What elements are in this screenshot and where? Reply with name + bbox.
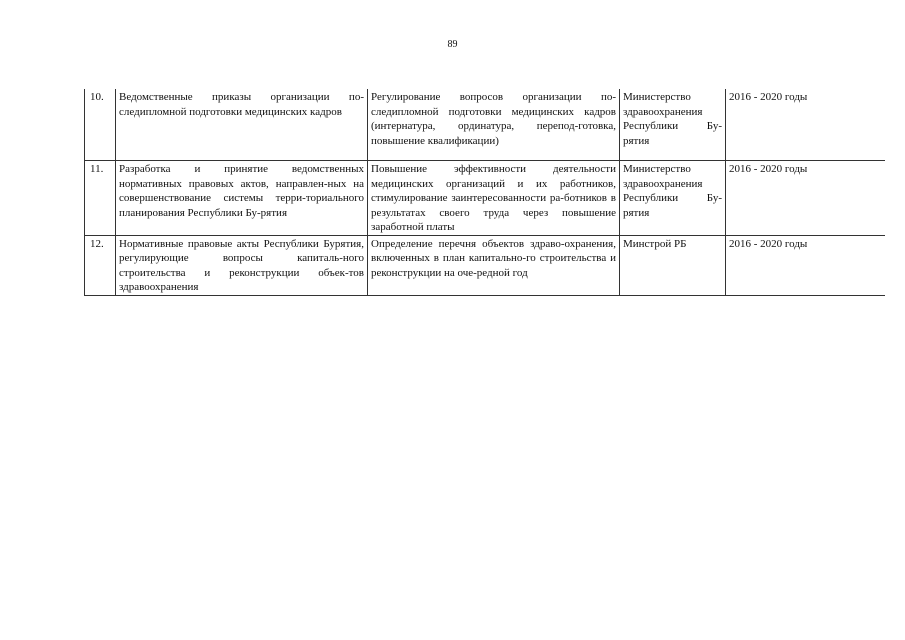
measure-cell: Ведомственные приказы организации по-следипломной подготовки медицинских кадров [116, 89, 368, 161]
years-cell: 2016 - 2020 годы [726, 161, 885, 236]
row-number: 12. [85, 235, 116, 295]
years-cell: 2016 - 2020 годы [726, 89, 885, 161]
measure-cell: Нормативные правовые акты Республики Бурятия, регулирующие вопросы капиталь-ного строительства и реконструкции объек-тов здравоохранения [116, 235, 368, 295]
result-cell: Регулирование вопросов организации по-следипломной подготовки медицинских кадров (интернатура, ординатура, перепод-готовка, повышение квалификации) [368, 89, 620, 161]
measures-table [84, 89, 885, 296]
row-number: 10. [85, 89, 116, 161]
years-cell: 2016 - 2020 годы [726, 235, 885, 295]
table-row [85, 89, 885, 161]
row-number: 11. [85, 161, 116, 236]
executor-cell: Министерство здравоохранения Республики Бу-рятия [620, 161, 726, 236]
result-cell: Повышение эффективности деятельности медицинских организаций и их работников, стимулирование заинтересованности ра-ботников в результатах своего труда через повышение заработной платы [368, 161, 620, 236]
table-row [85, 235, 885, 295]
result-cell: Определение перечня объектов здраво-охранения, включенных в план капитально-го строительства и реконструкции на оче-редной год [368, 235, 620, 295]
page-number: 89 [447, 39, 458, 50]
executor-cell: Министерство здравоохранения Республики Бу-рятия [620, 89, 726, 161]
measure-cell: Разработка и принятие ведомственных нормативных правовых актов, направлен-ных на совершенствование системы терри-ториального планирования Республики Бу-рятия [116, 161, 368, 236]
table-row [85, 161, 885, 236]
executor-cell: Минстрой РБ [620, 235, 726, 295]
